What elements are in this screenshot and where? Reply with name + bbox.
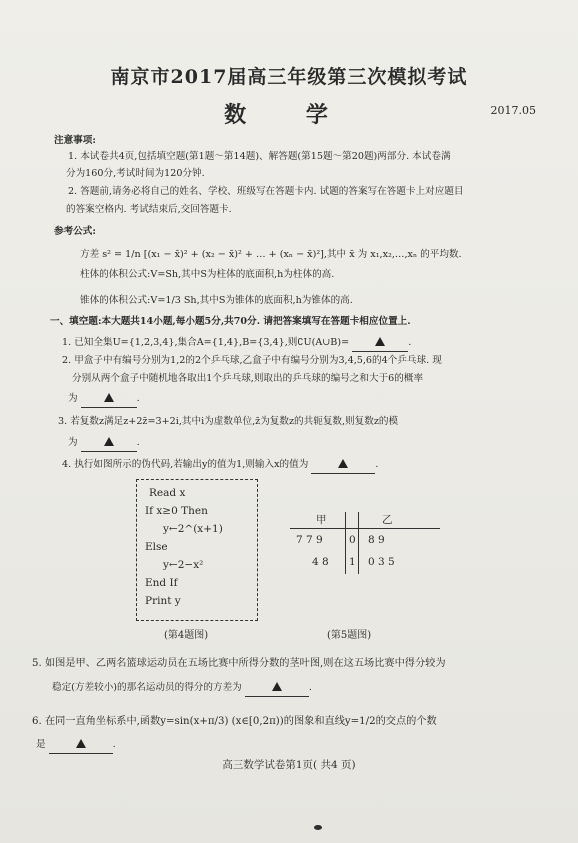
stem-leaf-plot: [290, 512, 440, 572]
question-6-line-2: 是 .: [36, 736, 538, 754]
question-2-line-3-text: 为: [68, 393, 78, 404]
exam-title: 南京市2017届高三年级第三次模拟考试: [110, 66, 468, 88]
formula-pyramid: 锥体的体积公式:V=1/3 Sh,其中S为锥体的底面积,h为锥体的高.: [80, 295, 353, 306]
question-3-line-2-text: 为: [68, 437, 78, 448]
answer-blank-2: [81, 390, 137, 408]
notice-heading: 注意事项:: [54, 135, 96, 146]
pseudocode-line: End If: [145, 577, 178, 589]
pseudocode-line: y←2^(x+1): [163, 523, 223, 535]
ink-smudge: [314, 825, 322, 830]
pseudocode-line: Else: [145, 541, 168, 553]
pseudocode-line: Print y: [145, 595, 181, 607]
pseudocode-line: y←2−x²: [163, 559, 204, 571]
triangle-icon: [338, 459, 348, 468]
stem-leaf-row2-left: 4 8: [312, 556, 329, 568]
triangle-icon: [76, 739, 86, 748]
question-6-line-1: 6. 在同一直角坐标系中,函数y=sin(x+π/3) (x∈[0,2π))的图象和直线y=1/2的交点的个数: [32, 716, 437, 727]
question-2-line-3: 为 .: [68, 390, 538, 408]
question-3-line-1: 3. 若复数z满足z+2z̄=3+2i,其中i为虚数单位,z̄为复数z的共轭复数,则复数z的模: [58, 416, 399, 427]
question-5-line-2: 稳定(方差较小)的那名运动员的得分的方差为 .: [52, 679, 538, 697]
pseudocode-line: If x≥0 Then: [145, 505, 208, 517]
figure-4-caption: (第4题图): [164, 630, 209, 641]
question-4: 4. 执行如图所示的伪代码,若输出y的值为1,则输入x的值为 .: [62, 456, 538, 474]
stem-leaf-divider-h: [290, 528, 440, 529]
stem-leaf-row1-stem: 0: [349, 534, 356, 546]
answer-blank-4: [311, 456, 375, 474]
question-5-line-2-text: 稳定(方差较小)的那名运动员的得分的方差为: [52, 682, 242, 693]
stem-leaf-right-label: 乙: [382, 514, 393, 526]
notice-item-2-line-2: 的答案空格内. 考试结束后,交回答题卡.: [66, 204, 232, 215]
notice-item-1-line-2: 分为160分,考试时间为120分钟.: [66, 168, 205, 179]
stem-leaf-row2-right: 0 3 5: [368, 556, 395, 568]
section-heading: 一、填空题:本大题共14小题,每小题5分,共70分. 请把答案填写在答题卡相应位置上.: [50, 316, 411, 327]
triangle-icon: [272, 682, 282, 691]
formula-prism: 柱体的体积公式:V=Sh,其中S为柱体的底面积,h为柱体的高.: [80, 269, 335, 280]
formula-heading: 参考公式:: [54, 226, 96, 237]
answer-blank-6: [49, 736, 113, 754]
notice-item-1-line-1: 1. 本试卷共4页,包括填空题(第1题～第14题)、解答题(第15题～第20题)两部分. 本试卷满: [68, 151, 451, 162]
answer-blank-1: [352, 334, 408, 352]
stem-leaf-row2-stem: 1: [349, 556, 356, 568]
pseudocode-box: [136, 479, 258, 621]
exam-date: 2017.05: [490, 104, 536, 117]
stem-leaf-divider-v1: [345, 512, 346, 574]
stem-leaf-divider-v2: [358, 512, 359, 574]
pseudocode-line: Read x: [149, 487, 186, 499]
stem-leaf-row1-right: 8 9: [368, 534, 385, 546]
formula-variance: 方差 s² = 1/n [(x₁ − x̄)² + (x₂ − x̄)² + … + (xₙ − x̄)²],其中 x̄ 为 x₁,x₂,…,xₙ 的平均数.: [80, 249, 462, 260]
answer-blank-5: [245, 679, 309, 697]
triangle-icon: [375, 337, 385, 346]
question-2-line-2: 分别从两个盒子中随机地各取出1个乒乓球,则取出的乒乓球的编号之和大于6的概率: [72, 373, 424, 384]
question-5-line-1: 5. 如图是甲、乙两名篮球运动员在五场比赛中所得分数的茎叶图,则在这五场比赛中得分较为: [32, 658, 446, 669]
question-3-line-2: 为 .: [68, 434, 538, 452]
question-6-line-2-text: 是: [36, 739, 46, 750]
notice-item-2-line-1: 2. 答题前,请务必将自己的姓名、学校、班级写在答题卡内. 试题的答案写在答题卡上对应题目: [68, 186, 464, 197]
stem-leaf-left-label: 甲: [316, 514, 327, 526]
question-2-line-1: 2. 甲盒子中有编号分别为1,2的2个乒乓球,乙盒子中有编号分别为3,4,5,6的4个乒乓球. 现: [62, 355, 442, 366]
stem-leaf-row1-left: 7 7 9: [296, 534, 323, 546]
triangle-icon: [104, 393, 114, 402]
triangle-icon: [104, 437, 114, 446]
page-footer: 高三数学试卷第1页( 共4 页): [222, 759, 356, 771]
figure-5-caption: (第5题图): [327, 630, 372, 641]
question-1-text: 1. 已知全集U={1,2,3,4},集合A={1,4},B={3,4},则∁U(A∪B)=: [62, 337, 350, 348]
question-1: 1. 已知全集U={1,2,3,4},集合A={1,4},B={3,4},则∁U(A∪B)= .: [62, 334, 538, 352]
question-4-text: 4. 执行如图所示的伪代码,若输出y的值为1,则输入x的值为: [62, 459, 309, 470]
answer-blank-3: [81, 434, 137, 452]
exam-subject: 数 学: [224, 102, 354, 128]
